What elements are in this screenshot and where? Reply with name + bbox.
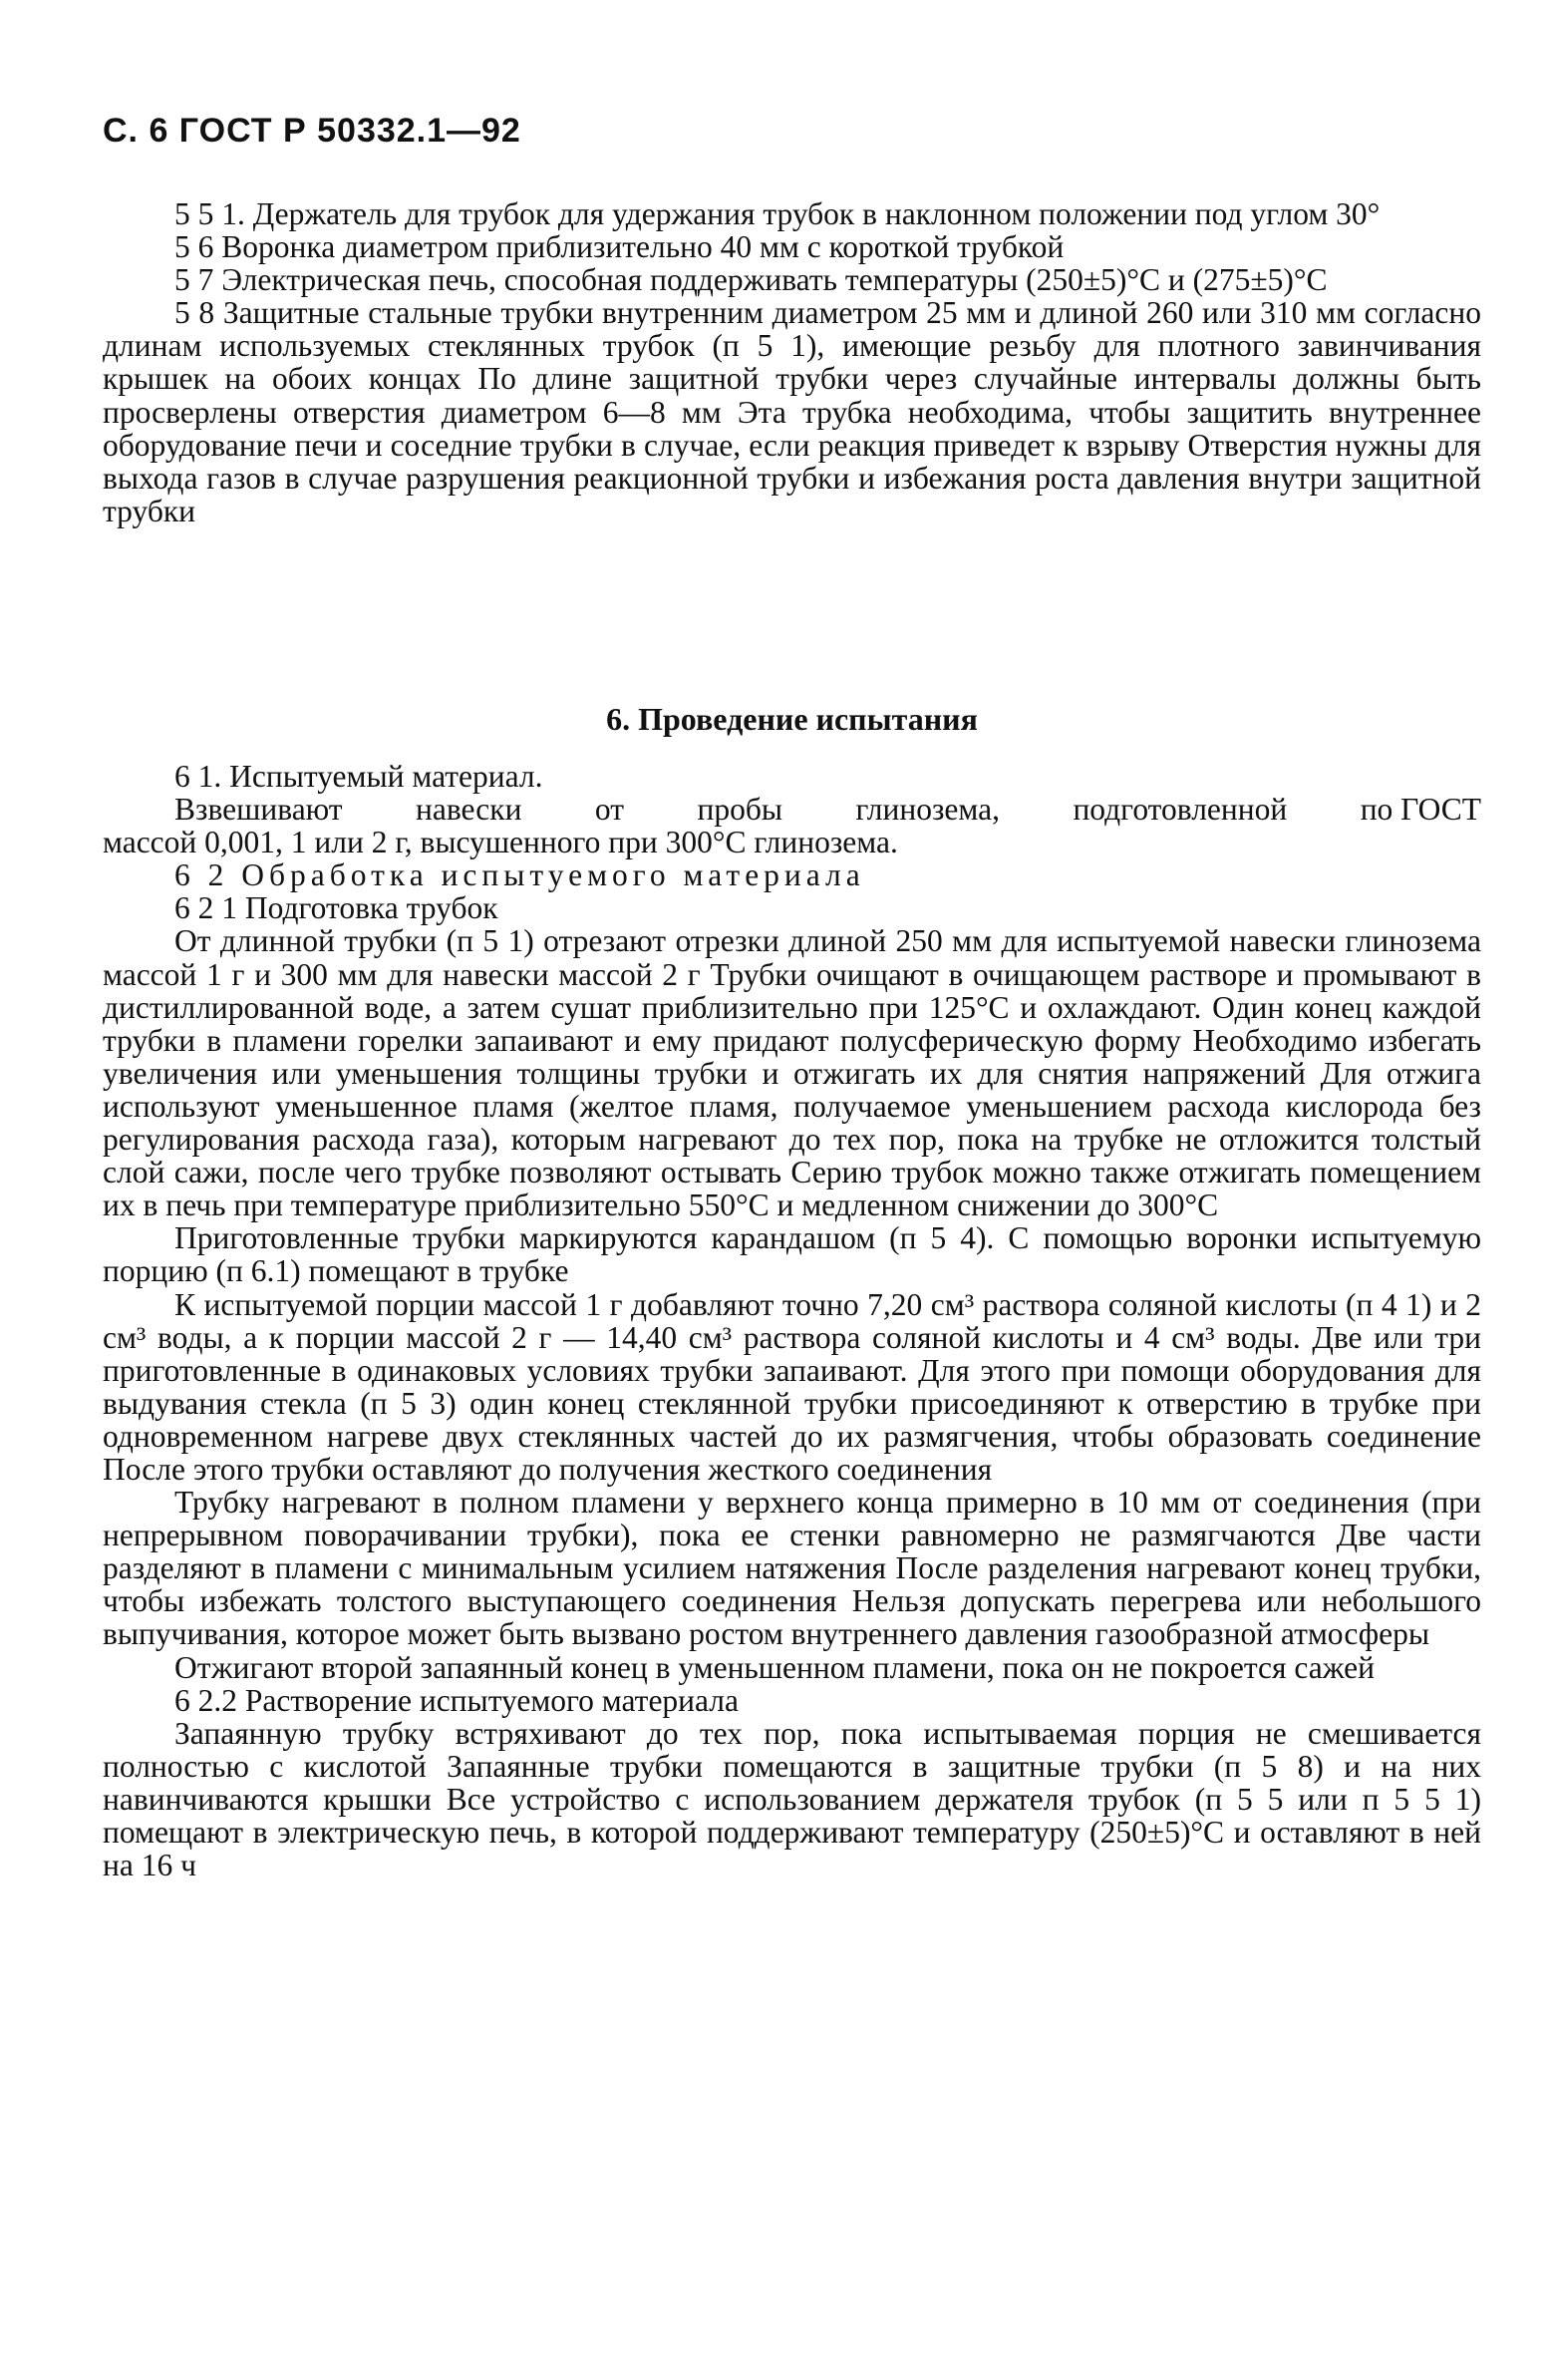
equipment-list [103,197,1481,527]
paragraph-annealing: Отжигают второй запаянный конец в уменьшенном пламени, пока он не покроется сажей [174,1649,1375,1685]
word: навески [416,792,522,828]
word: подготовленной [1073,792,1288,828]
paragraph-heating: Трубку нагревают в полном пламени у верхнего конца примерно в 10 мм от соединения (при непрерывном поворачивании трубки), пока ее стенки равномерно не размягчаются Две части разделяют в пламени с минимальным усилием натяжения После разделения нагревают конец трубки, чтобы избежать толстого выступающего соединения Нельзя допускать перегрева или небольшого выпучивания, которое может быть вызвано ростом внутреннего давления газообразной атмосферы [103,1485,1481,1652]
paragraph-6-1-continuation: массой 0,001, 1 или 2 г, высушенного при 300°С глинозема. [103,825,898,860]
paragraph-6-2-1-text: От длинной трубки (п 5 1) отрезают отрезки длиной 250 мм для испытуемой навески глинозема массой 1 г и 300 мм для навески массой 2 г Трубки очищают в очищающем растворе и промывают в дистиллированной воде, а затем сушат приблизительно при 125°С и охлаждают. Один конец каждой трубки в пламени горелки запаивают и ему придают полусферическую форму Необходимо избегать увеличения или уменьшения толщины трубки и отжигать их для снятия напряжений Для отжига используют уменьшенное пламя (желтое пламя, получаемое уменьшением расхода кислорода без регулирования расхода газа), которым нагревают до тех пор, пока на трубке не отложится толстый слой сажи, после чего трубке позволяют остывать Серию трубок можно также отжигать помещением их в печь при температуре приблизительно 550°С и медленном снижении до 300°С [103,923,1481,1223]
word: Взвешивают [174,792,343,828]
paragraph-6-1: 6 1. Испытуемый материал. [174,759,543,794]
paragraph-marking: Приготовленные трубки маркируются карандашом (п 5 4). С помощью воронки испытуемую порцию (п 6.1) помещают в трубке [103,1220,1481,1289]
word: глинозема, [855,792,1000,828]
paragraph-5-7: 5 7 Электрическая печь, способная поддерживать температуры (250±5)°С и (275±5)°С [174,262,1328,298]
word: по ГОСТ [1360,792,1481,828]
paragraph-5-6: 5 6 Воронка диаметром приблизительно 40 мм с короткой трубкой [174,229,1065,265]
word: пробы [697,792,783,828]
section-title: 6. Проведение испытания [606,701,978,737]
paragraph-6-1-first-line [174,793,1481,826]
word: от [594,792,625,828]
paragraph-5-5-1: 5 5 1. Держатель для трубок для удержания трубок в наклонном положении под углом 30° [174,196,1381,231]
paragraph-6-2-2: 6 2.2 Растворение испытуемого материала [174,1682,740,1718]
paragraph-6-2: 6 2 Обработка испытуемого материала [174,857,865,893]
paragraph-6-2-2-text: Запаянную трубку встряхивают до тех пор, пока испытываемая порция не смешивается полностью с кислотой Запаянные трубки помещаются в защитные трубки (п 5 8) и на них навинчиваются крышки Все устройство с использованием держателя трубок (п 5 5 или п 5 5 1) помещают в электрическую печь, в которой поддерживают температуру (250±5)°С и оставляют в ней на 16 ч [103,1715,1481,1883]
paragraph-acid: К испытуемой порции массой 1 г добавляют точно 7,20 см³ раствора соляной кислоты (п 4 1) и 2 см³ воды, а к порции массой 2 г — 14,40 см³ раствора соляной кислоты и 4 см³ воды. Две или три приготовленные в одинаковых условиях трубки запаивают. Для этого при помощи оборудования для выдувания стекла (п 5 3) один конец стеклянной трубки присоединяют к отверстию в трубке при одновременном нагреве двух стеклянных частей до их размягчения, чтобы образовать соединение После этого трубки оставляют до получения жесткого соединения [103,1286,1481,1487]
running-head: С. 6 ГОСТ Р 50332.1—92 [103,112,521,150]
paragraph-5-8: 5 8 Защитные стальные трубки внутренним диаметром 25 мм и длиной 260 или 310 мм согласно длинам используемых стеклянных трубок (п 5 1), имеющие резьбу для плотного завинчивания крышек на обоих концах По длине защитной трубки через случайные интервалы должны быть просверлены отверстия диаметром 6—8 мм Эта трубка необходима, чтобы защитить внутреннее оборудование печи и соседние трубки в случае, если реакция приведет к взрыву Отверстия нужны для выхода газов в случае разрушения реакционной трубки и избежания роста давления внутри защитной трубки [103,295,1481,528]
paragraph-6-2-1: 6 2 1 Подготовка трубок [174,890,498,926]
procedure-text [103,760,1481,1881]
